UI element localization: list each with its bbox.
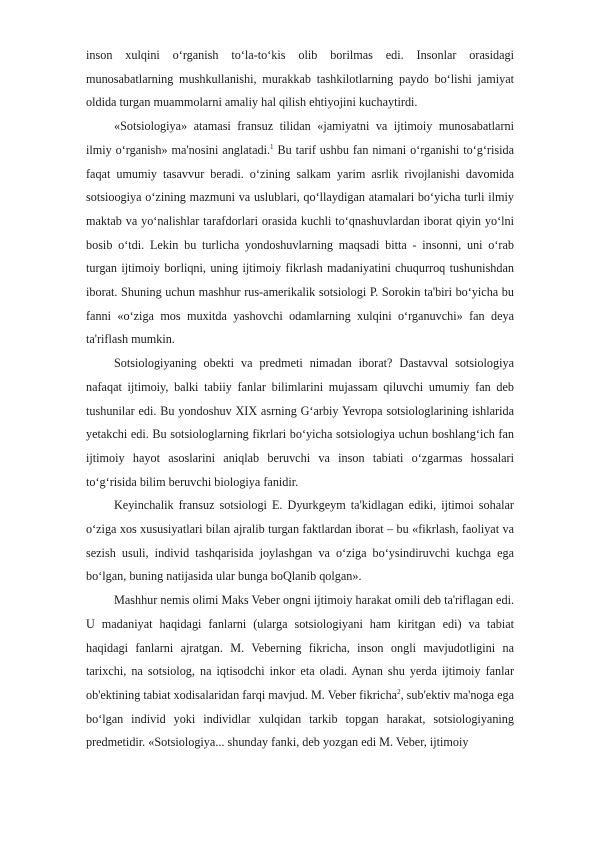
- footnote-ref-1[interactable]: 1: [270, 142, 274, 151]
- paragraph-2-text-b: Bu tarif ushbu fan nimani o‘rganishi to‘g‘risida faqat umumiy tasavvur beradi. o‘zining salkam yarim asrlik rivojlanishi davomida sotsioogiya o‘zining mazmuni va uslublari, qo‘llaydigan atamalari bo‘yicha turli ilmiy maktab va yo‘nalishlar tarafdorlari orasida kuchli to‘qnashuvlardan iborat qiyin yo‘lni bosib o‘tdi. Lekin bu turlicha yondoshuvlarning maqsadi bitta - insonni, uni o‘rab turgan ijtimoiy borliqni, uning ijtimoiy fikrlash madaniyatini chuqurroq tushunishdan iborat. Shuning uchun mashhur rus-amerikalik sotsiologi P. Sorokin ta'biri bo‘yicha bu fanni «o‘ziga mos muxitda yashovchi odamlarning xulqini o‘rganuvchi» fan deya ta'riflash mumkin.: [86, 142, 515, 347]
- paragraph-3: [86, 352, 514, 494]
- paragraph-5-text-a: Mashhur nemis olimi Maks Veber ongni ijtimoiy harakat omili deb ta'riflagan edi. U madaniyat haqidagi fanlarni (ularga sotsiologiyani ham kiritgan edi) va tabiat haqidagi fanlarni ajratgan. M. Veberning fikricha, inson ongli mavjudotligini na tarixchi, na sotsiolog, na iqtisodchi inkor eta oladi. Aynan shu yerda ijtimoiy fanlar ob'ektining tabiat xodisalaridan farqi mavjud. M. Veber fikricha: [86, 593, 514, 702]
- document-page: [86, 44, 514, 755]
- paragraph-2: [86, 115, 514, 352]
- paragraph-4-text: Keyinchalik fransuz sotsiologi E. Dyurkgeym ta'kidlagan ediki, ijtimoi sohalar o‘ziga xos xususiyatlari bilan ajralib turgan faktlardan iborat – bu «fikrlash, faoliyat va sezish usuli, individ tashqarisida joylashgan va o‘ziga bo‘ysindiruvchi kuchga ega bo‘lgan, buning natijasida ular bunga boQlanib qolgan».: [86, 498, 514, 584]
- paragraph-1-text: inson xulqini o‘rganish to‘la-to‘kis olib borilmas edi. Insonlar orasidagi munosabatlarning mushkullanishi, murakkab tashkilotlarning paydo bo‘lishi jamiyat oldida turgan muammolarni amaliy hal qilish ehtiyojini kuchaytirdi.: [86, 48, 514, 110]
- paragraph-4: [86, 494, 514, 589]
- paragraph-2-text-a: «Sotsiologiya» atamasi fransuz tilidan «jamiyatni va ijtimoiy munosabatlarni ilmiy o‘rganish» ma'nosini anglatadi.: [86, 119, 514, 157]
- paragraph-5-text-b: , sub'ektiv ma'noga ega bo‘lgan individ yoki individlar xulqidan tarkib topgan harakat, sotsiologiyaning predmetidir. «Sotsiologiya... shunday fanki, deb yozgan edi M. Veber, ijtimoiy: [86, 687, 514, 750]
- paragraph-5: [86, 589, 514, 755]
- footnote-ref-2[interactable]: 2: [397, 687, 401, 696]
- paragraph-3-text: Sotsiologiyaning obekti va predmeti nimadan iborat? Dastavval sotsiologiya nafaqat ijtimoiy, balki tabiiy fanlar bilimlarini mujassam qiluvchi umumiy fan deb tushunilar edi. Bu yondoshuv XIX asrning G‘arbiy Yevropa sotsiologlarining ishlarida yetakchi edi. Bu sotsiologlarning fikrlari bo‘yicha sotsiologiya uchun boshlang‘ich fan ijtimoiy hayot asoslarini aniqlab beruvchi va inson tabiati o‘zgarmas hossalari to‘g‘risida bilim beruvchi biologiya fanidir.: [86, 356, 514, 489]
- paragraph-1: [86, 44, 514, 115]
